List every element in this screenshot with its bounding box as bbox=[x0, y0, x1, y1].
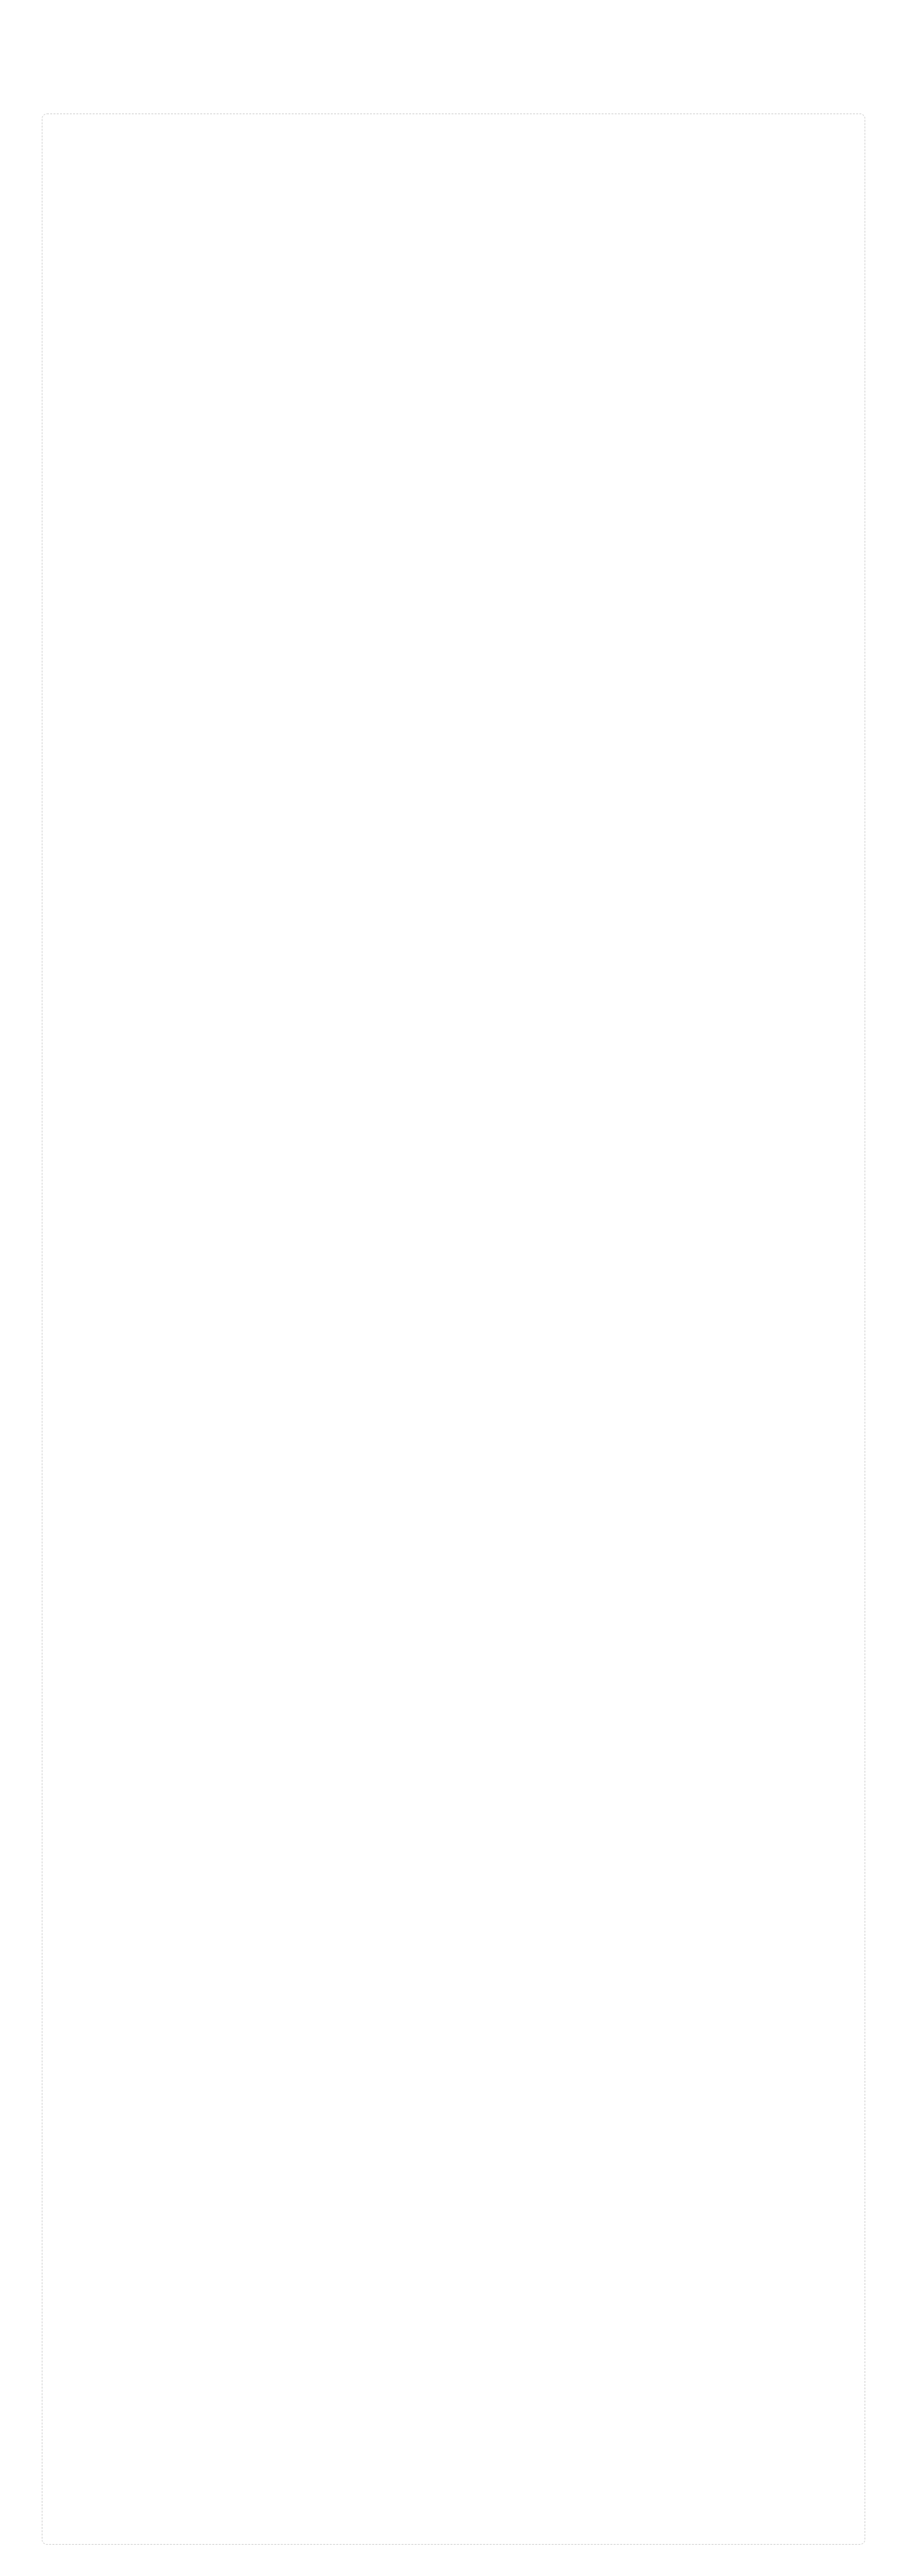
page-title bbox=[42, 31, 865, 63]
page-subtitle bbox=[42, 78, 865, 98]
content-area bbox=[42, 114, 865, 2545]
